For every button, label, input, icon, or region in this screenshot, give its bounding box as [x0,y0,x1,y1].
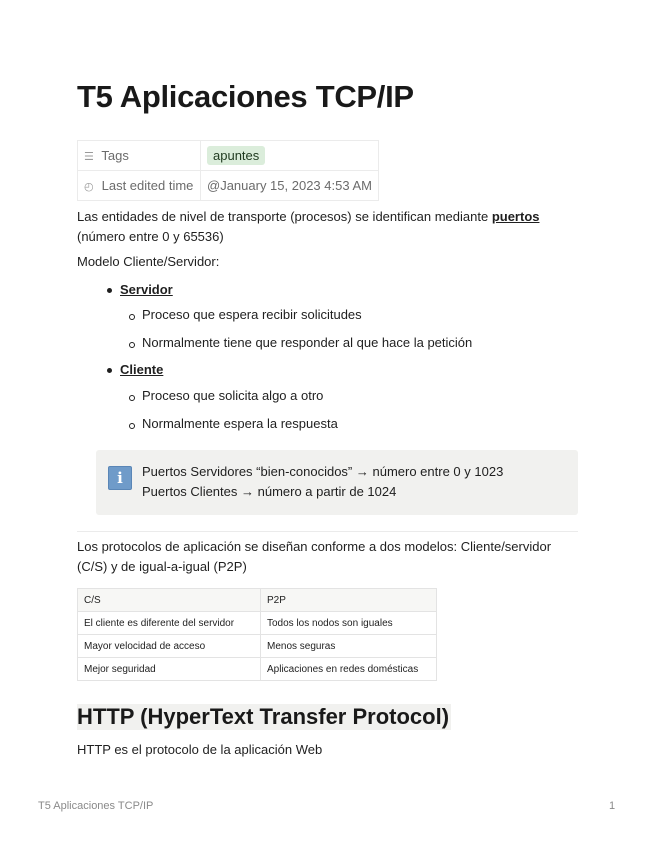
tags-label: Tags [101,148,129,163]
info-icon: i [108,466,132,490]
table-cell: Menos seguras [261,635,437,658]
bullet [107,288,112,293]
protocols-line-2: (C/S) y de igual-a-igual (P2P) [77,559,247,574]
comparison-table [77,588,437,681]
intro-line-1 [77,207,539,227]
edited-label: Last edited time [101,178,194,193]
table-row [78,612,437,635]
server-item-2: Normalmente tiene que responder al que hace la petición [142,335,473,350]
property-row-tags [78,141,379,171]
property-key-tags [78,141,201,171]
footer-title: T5 Aplicaciones TCP/IP [38,800,154,812]
callout-line-2: Puertos Clientes → número a partir de 1024 [142,484,397,499]
intro-bold-term: puertos [491,209,540,224]
list-icon: ☰ [84,151,94,163]
table-header-cs: C/S [78,589,261,612]
page-title: T5 Aplicaciones TCP/IP [77,79,414,114]
sub-bullet [129,423,135,429]
clock-icon: ◴ [84,181,94,193]
sub-bullet [129,314,135,320]
client-item-2: Normalmente espera la respuesta [142,416,338,431]
section-heading-http: HTTP (HyperText Transfer Protocol) [77,704,450,729]
properties-table [77,140,379,201]
table-cell: Todos los nodos son iguales [261,612,437,635]
model-heading: Modelo Cliente/Servidor: [77,254,220,269]
info-callout [96,450,578,515]
client-item-1: Proceso que solicita algo a otro [142,388,324,403]
table-row [78,635,437,658]
tag-badge[interactable]: apuntes [207,146,265,165]
divider [77,531,578,532]
http-text: HTTP es el protocolo de la aplicación Web [77,742,323,757]
table-cell: Mejor seguridad [78,658,261,681]
protocols-line-1: Los protocolos de aplicación se diseñan conforme a dos modelos: Cliente/servidor [77,539,552,554]
client-label: Cliente [120,362,164,377]
footer-page-number: 1 [609,800,616,812]
property-value-tags [201,141,379,171]
intro-text: Las entidades de nivel de transporte (procesos) se identifican mediante [77,209,492,224]
callout-line-1: Puertos Servidores “bien-conocidos” → número entre 0 y 1023 [142,464,504,479]
property-key-edited [78,171,201,201]
property-value-edited: @January 15, 2023 4:53 AM [201,171,379,201]
table-cell: El cliente es diferente del servidor [78,612,261,635]
intro-line-2: (número entre 0 y 65536) [77,229,224,244]
table-row [78,658,437,681]
sub-bullet [129,342,135,348]
table-header-p2p: P2P [261,589,437,612]
property-row-edited [78,171,379,201]
server-label: Servidor [120,282,173,297]
bullet [107,368,112,373]
sub-bullet [129,395,135,401]
table-header-row [78,589,437,612]
server-item-1: Proceso que espera recibir solicitudes [142,307,362,322]
table-cell: Aplicaciones en redes domésticas [261,658,437,681]
table-cell: Mayor velocidad de acceso [78,635,261,658]
